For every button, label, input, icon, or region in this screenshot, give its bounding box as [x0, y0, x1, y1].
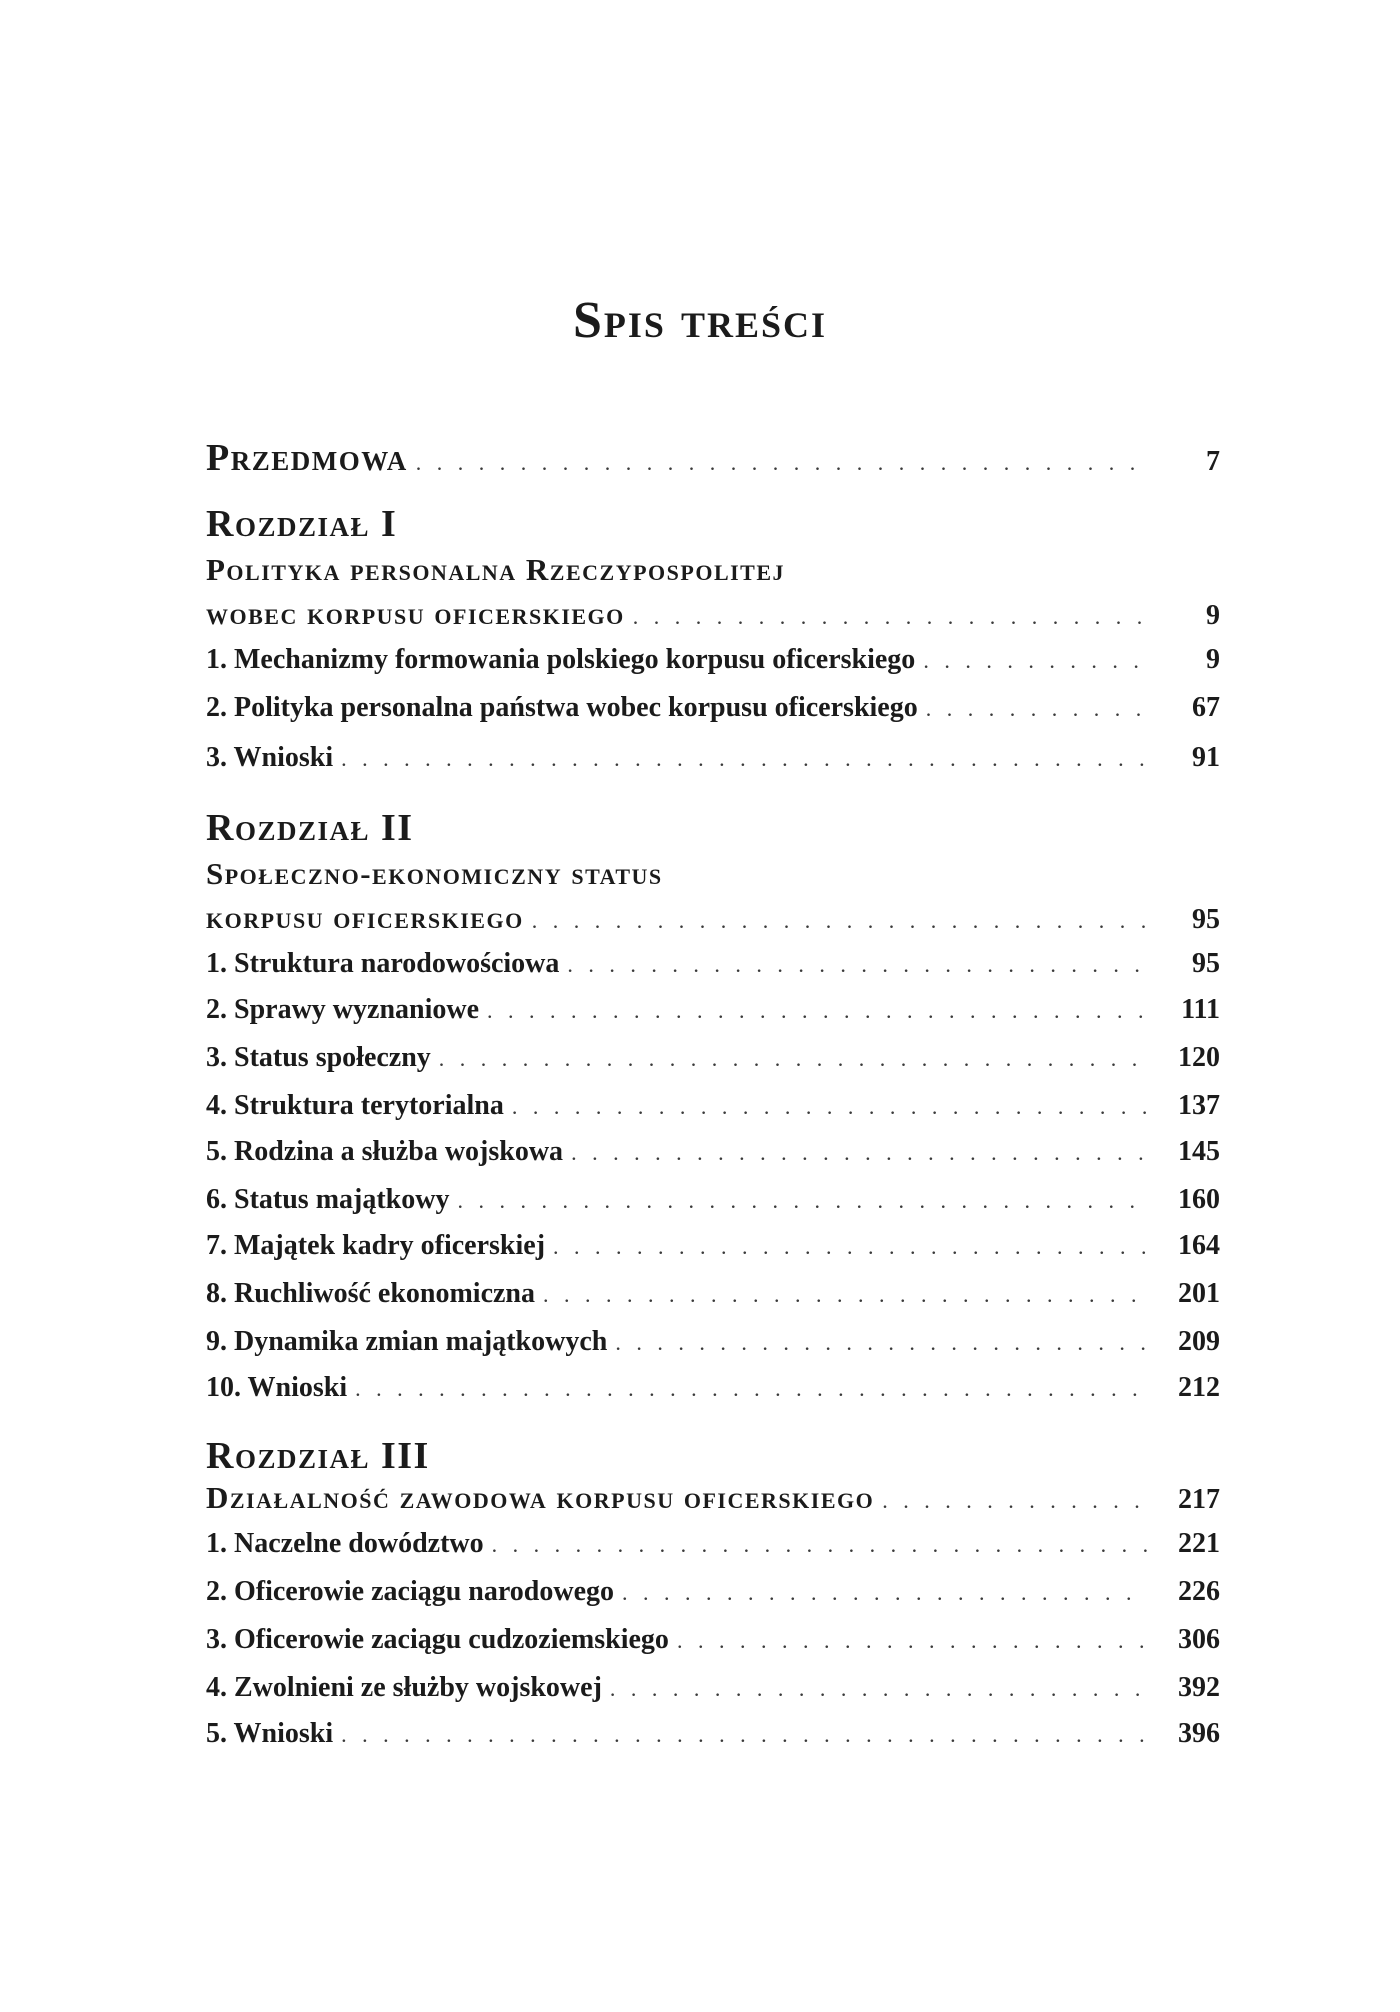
- toc-entry[interactable]: [206, 1672, 1220, 1716]
- toc-page-number: 226: [1178, 1576, 1220, 1607]
- toc-label: 4. Zwolnieni ze służby wojskowej: [206, 1672, 602, 1703]
- toc-entry[interactable]: [206, 994, 1220, 1038]
- chapter-heading: Rozdział I: [206, 503, 398, 545]
- toc-label: 2. Oficerowie zaciągu narodowego: [206, 1576, 615, 1607]
- toc-label: 2. Sprawy wyznaniowe: [206, 994, 480, 1025]
- toc-entry[interactable]: [206, 1042, 1220, 1086]
- toc-entry[interactable]: [206, 742, 1220, 786]
- toc-label: 1. Naczelne dowództwo: [206, 1528, 484, 1559]
- toc-label: 1. Struktura narodowościowa: [206, 948, 560, 979]
- toc-entry[interactable]: [206, 1090, 1220, 1134]
- toc-page-number: 120: [1178, 1042, 1220, 1073]
- toc-page-number: 160: [1178, 1184, 1220, 1215]
- toc-entry-chapter[interactable]: [206, 596, 1220, 640]
- toc-page-number: 221: [1178, 1528, 1220, 1559]
- toc-entry[interactable]: [206, 1326, 1220, 1370]
- dot-leader: [677, 1628, 1148, 1654]
- toc-page-number: 306: [1178, 1624, 1220, 1655]
- dot-leader: [633, 604, 1148, 630]
- toc-label: 5. Wnioski: [206, 1718, 334, 1749]
- toc-entry[interactable]: [206, 1278, 1220, 1322]
- toc-entry[interactable]: [206, 1528, 1220, 1572]
- dot-leader: [457, 1188, 1148, 1214]
- dot-leader: [571, 1140, 1148, 1166]
- toc-label: 8. Ruchliwość ekonomiczna: [206, 1278, 535, 1309]
- toc-label: 3. Status społeczny: [206, 1042, 431, 1073]
- toc-label: 5. Rodzina a służba wojskowa: [206, 1136, 564, 1167]
- chapter-title-line: Polityka personalna Rzeczypospolitej: [206, 552, 786, 587]
- dot-leader: [610, 1676, 1148, 1702]
- toc-page-number: 91: [1192, 742, 1220, 773]
- toc-label: 2. Polityka personalna państwa wobec korpusu oficerskiego: [206, 692, 918, 723]
- toc-page-number: 137: [1178, 1090, 1220, 1121]
- chapter-heading: Rozdział III: [206, 1435, 430, 1477]
- toc-page-number: 95: [1192, 904, 1220, 935]
- dot-leader: [341, 746, 1148, 772]
- toc-entry[interactable]: [206, 1718, 1220, 1762]
- toc-entry-chapter[interactable]: [206, 900, 1220, 944]
- toc-entry[interactable]: [206, 1230, 1220, 1274]
- toc-label: 4. Struktura terytorialna: [206, 1090, 504, 1121]
- toc-page-number: 217: [1178, 1484, 1220, 1515]
- toc-label: 9. Dynamika zmian majątkowych: [206, 1326, 608, 1357]
- toc-label: Przedmowa: [206, 437, 408, 479]
- toc-label: 3. Oficerowie zaciągu cudzoziemskiego: [206, 1624, 669, 1655]
- toc-page-number: 392: [1178, 1672, 1220, 1703]
- dot-leader: [355, 1376, 1148, 1402]
- dot-leader: [512, 1094, 1148, 1120]
- toc-label: 6. Status majątkowy: [206, 1184, 450, 1215]
- dot-leader: [341, 1722, 1148, 1748]
- dot-leader: [543, 1282, 1148, 1308]
- dot-leader: [439, 1046, 1148, 1072]
- toc-label: Działalność zawodowa korpusu oficerskiego: [206, 1480, 875, 1515]
- toc-label: korpusu oficerskiego: [206, 900, 524, 935]
- dot-leader: [926, 696, 1148, 722]
- toc-page-number: 9: [1206, 600, 1220, 631]
- toc-entry[interactable]: [206, 948, 1220, 992]
- dot-leader: [487, 998, 1148, 1024]
- toc-label: 3. Wnioski: [206, 742, 334, 773]
- toc-page-number: 396: [1178, 1718, 1220, 1749]
- toc-page-number: 145: [1178, 1136, 1220, 1167]
- toc-entry[interactable]: [206, 1136, 1220, 1180]
- toc-page-number: 201: [1178, 1278, 1220, 1309]
- toc-page-number: 7: [1206, 446, 1220, 477]
- dot-leader: [492, 1532, 1148, 1558]
- toc-page-number: 111: [1181, 994, 1220, 1025]
- dot-leader: [532, 908, 1148, 934]
- toc-page-number: 209: [1178, 1326, 1220, 1357]
- toc-entry[interactable]: [206, 1372, 1220, 1416]
- toc-label: 10. Wnioski: [206, 1372, 348, 1403]
- toc-page-number: 67: [1192, 692, 1220, 723]
- toc-entry[interactable]: [206, 1624, 1220, 1668]
- dot-leader: [553, 1234, 1148, 1260]
- toc-label: wobec korpusu oficerskiego: [206, 596, 625, 631]
- toc-page-number: 164: [1178, 1230, 1220, 1261]
- toc-label: 1. Mechanizmy formowania polskiego korpusu oficerskiego: [206, 644, 916, 675]
- toc-entry[interactable]: [206, 1184, 1220, 1228]
- toc-page-number: 95: [1192, 948, 1220, 979]
- toc-entry[interactable]: [206, 1576, 1220, 1620]
- toc-label: 7. Majątek kadry oficerskiej: [206, 1230, 546, 1261]
- toc-page-number: 9: [1206, 644, 1220, 675]
- dot-leader: [567, 952, 1148, 978]
- dot-leader: [622, 1580, 1148, 1606]
- toc-entry-chapter[interactable]: [206, 1480, 1220, 1524]
- toc-page-number: 212: [1178, 1372, 1220, 1403]
- page-title: Spis treści: [573, 292, 827, 349]
- chapter-title-line: Społeczno-ekonomiczny status: [206, 856, 663, 891]
- toc-entry-preface[interactable]: [206, 436, 1220, 480]
- chapter-heading: Rozdział II: [206, 807, 414, 849]
- dot-leader: [615, 1330, 1148, 1356]
- toc-entry[interactable]: [206, 692, 1220, 736]
- dot-leader: [882, 1488, 1148, 1514]
- toc-entry[interactable]: [206, 644, 1220, 688]
- dot-leader: [416, 450, 1148, 476]
- dot-leader: [923, 648, 1148, 674]
